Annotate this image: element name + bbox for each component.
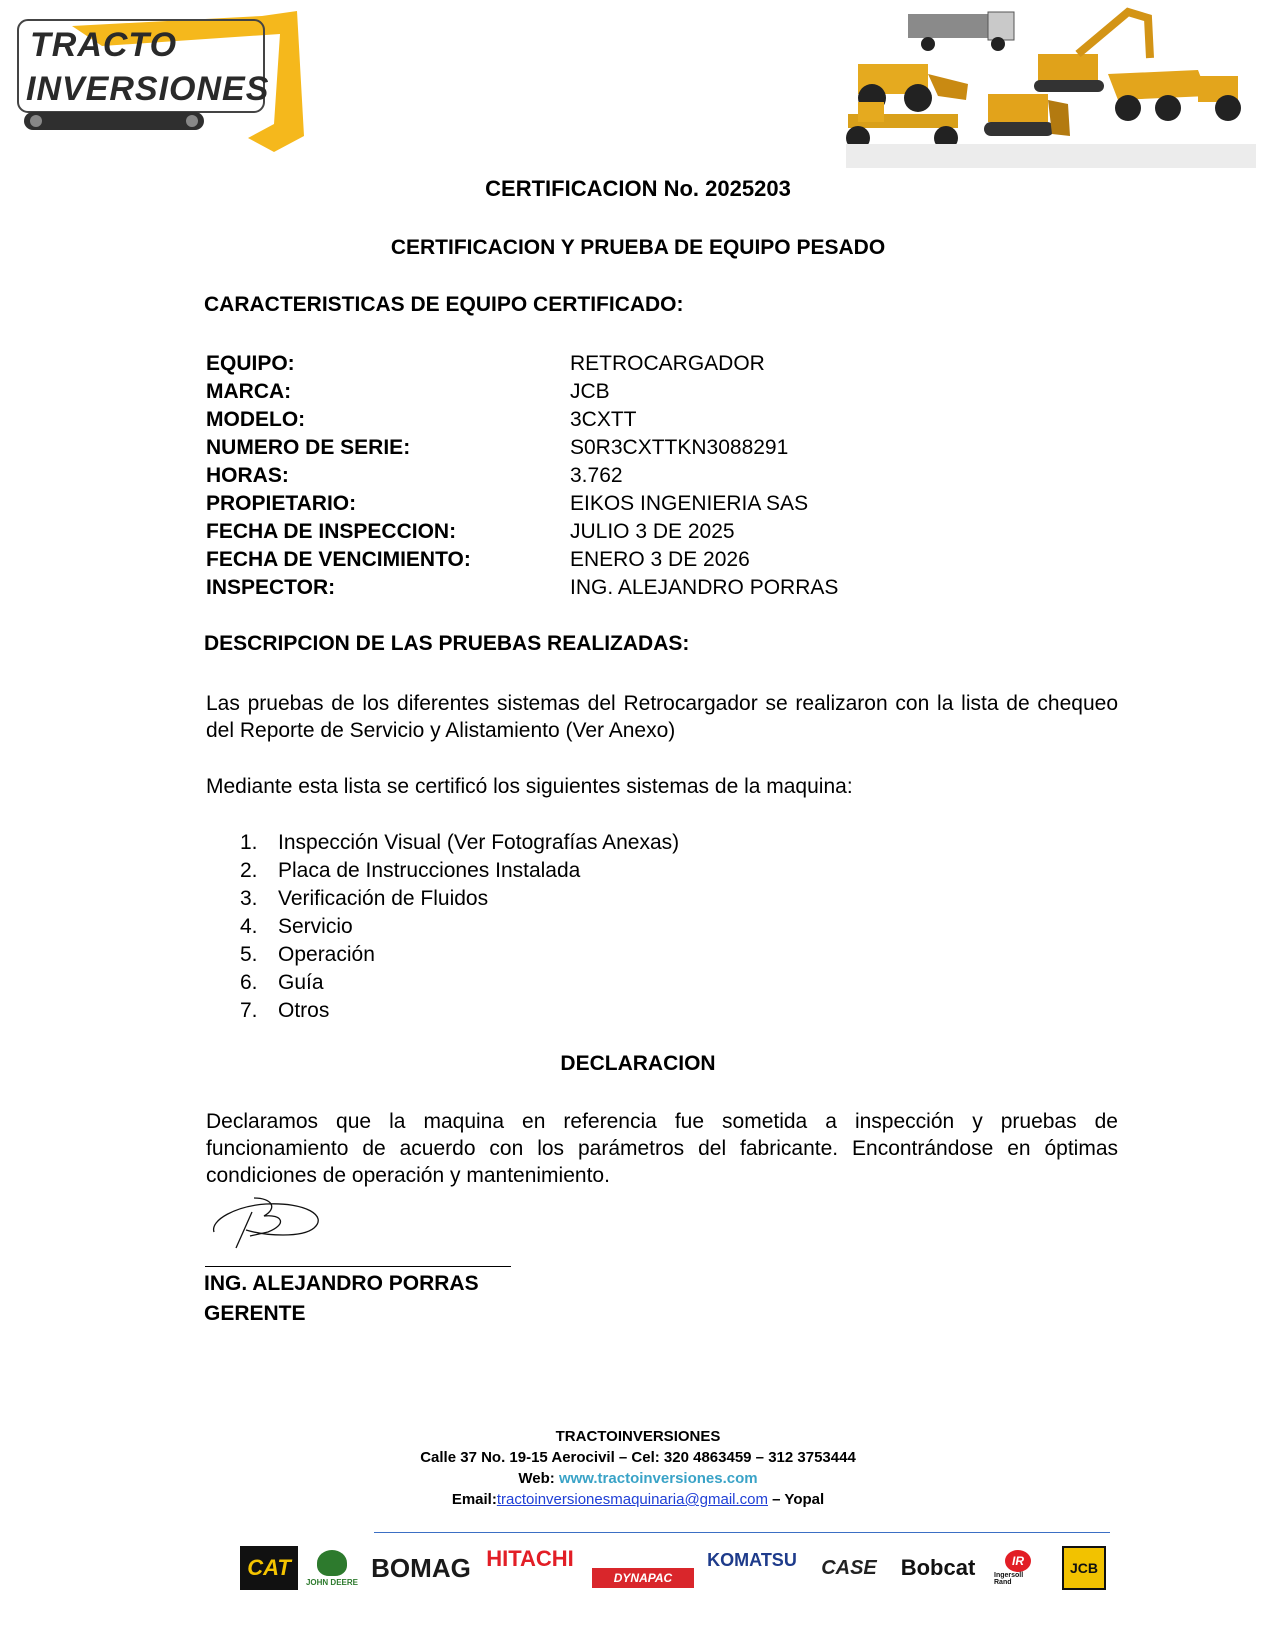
spec-row-fecha-vencimiento [206, 546, 906, 574]
footer-email [0, 1489, 1276, 1510]
equipment-specs-table [206, 350, 906, 602]
dynapac-logo: DYNAPAC [592, 1568, 694, 1588]
list-item-text: Placa de Instrucciones Instalada [278, 859, 581, 882]
logo-word-tracto: TRACTO [30, 26, 178, 64]
list-item [240, 913, 679, 941]
spec-value: ENERO 3 DE 2026 [570, 548, 750, 571]
footer-web [0, 1468, 1276, 1489]
footer-address: Calle 37 No. 19-15 Aerocivil – Cel: 320 4863459 – 312 3753444 [420, 1449, 856, 1466]
signature-line [205, 1266, 511, 1267]
logo-word-inversiones: INVERSIONES [26, 70, 270, 108]
certificate-subtitle: CERTIFICACION Y PRUEBA DE EQUIPO PESADO [390, 236, 886, 259]
list-item [240, 941, 679, 969]
footer-email-label: Email: [451, 1491, 497, 1508]
ingersoll-rand-logo [994, 1546, 1042, 1590]
website-link[interactable]: www.tractoinversiones.com [558, 1470, 758, 1487]
list-item [240, 885, 679, 913]
bomag-logo: BOMAG [371, 1552, 471, 1583]
komatsu-logo: KOMATSU [707, 1550, 797, 1570]
john-deere-label: JOHN DEERE [305, 1577, 358, 1587]
spec-value: ING. ALEJANDRO PORRAS [570, 576, 839, 599]
signer-name: ING. ALEJANDRO PORRAS [204, 1272, 479, 1295]
list-item-number: 7. [240, 999, 258, 1022]
spec-label: INSPECTOR: [206, 576, 336, 599]
spec-label: FECHA DE VENCIMIENTO: [206, 548, 471, 571]
spec-row-propietario [206, 490, 906, 518]
spec-row-inspector [206, 574, 906, 602]
case-logo: CASE [821, 1556, 877, 1579]
list-item-text: Otros [278, 999, 330, 1022]
footer-company: TRACTOINVERSIONES [555, 1428, 721, 1445]
signer-role: GERENTE [204, 1302, 306, 1325]
declaration-paragraph: Declaramos que la maquina en referencia fue sometida a inspección y pruebas de funcionamiento de acuerdo con los parámetros del fabricante. Encontrándose en óptimas condiciones de operación y mantenimiento. [206, 1110, 1118, 1187]
spec-label: NUMERO DE SERIE: [206, 436, 411, 459]
list-item-text: Servicio [278, 915, 353, 938]
spec-row-modelo [206, 406, 906, 434]
spec-value: EIKOS INGENIERIA SAS [570, 492, 809, 515]
spec-value: 3CXTT [570, 408, 637, 431]
footer-divider [374, 1532, 1110, 1533]
spec-label: HORAS: [206, 464, 289, 487]
list-item-text: Verificación de Fluidos [278, 887, 489, 910]
list-item [240, 969, 679, 997]
list-item-number: 1. [240, 831, 258, 854]
brand-logos-strip [240, 1546, 1110, 1594]
heavy-machinery-illustration [838, 4, 1258, 174]
deer-icon [317, 1550, 347, 1576]
jcb-logo: JCB [1062, 1546, 1106, 1590]
tests-description-paragraph: Las pruebas de los diferentes sistemas del Retrocargador se realizaron con la lista de chequeo del Reporte de Servicio y Alistamiento (Ver Anexo) [206, 692, 1118, 742]
spec-label: MODELO: [206, 408, 306, 431]
ir-icon: IR [1005, 1550, 1031, 1572]
footer-web-label: Web: [518, 1470, 559, 1487]
list-item-number: 4. [240, 915, 258, 938]
company-logo [12, 6, 312, 154]
hitachi-logo: HITACHI [486, 1546, 574, 1571]
bobcat-logo: Bobcat [900, 1555, 976, 1580]
list-item-text: Operación [278, 943, 375, 966]
spec-value: JCB [570, 380, 610, 403]
list-item [240, 857, 679, 885]
list-item [240, 997, 679, 1025]
list-item-text: Guía [278, 971, 324, 994]
certified-systems-list [240, 829, 679, 1025]
spec-row-equipo [206, 350, 906, 378]
email-link[interactable]: tractoinversionesmaquinaria@gmail.com [496, 1491, 769, 1508]
spec-value: 3.762 [570, 464, 623, 487]
handwritten-signature [206, 1192, 336, 1252]
spec-label: FECHA DE INSPECCION: [206, 520, 457, 543]
spec-row-marca [206, 378, 906, 406]
list-item-text: Inspección Visual (Ver Fotografías Anexas) [278, 831, 680, 854]
spec-label: MARCA: [206, 380, 292, 403]
declaration-title: DECLARACION [560, 1052, 716, 1075]
cat-logo: CAT [240, 1546, 298, 1590]
list-item-number: 5. [240, 943, 258, 966]
spec-row-horas [206, 462, 906, 490]
list-item-number: 2. [240, 859, 258, 882]
footer-city: – Yopal [768, 1491, 825, 1508]
spec-value: RETROCARGADOR [570, 352, 765, 375]
john-deere-logo [304, 1546, 360, 1590]
certificate-number-title: CERTIFICACION No. 2025203 [485, 176, 791, 201]
ingersoll-rand-label: Ingersoll Rand [994, 1572, 1024, 1586]
spec-value: JULIO 3 DE 2025 [570, 520, 735, 543]
spec-row-serie [206, 434, 906, 462]
spec-label: EQUIPO: [206, 352, 295, 375]
list-item-number: 6. [240, 971, 258, 994]
specs-section-title: CARACTERISTICAS DE EQUIPO CERTIFICADO: [204, 293, 684, 316]
list-item [240, 829, 679, 857]
spec-value: S0R3CXTTKN3088291 [570, 436, 789, 459]
list-item-number: 3. [240, 887, 258, 910]
spec-row-fecha-inspeccion [206, 518, 906, 546]
tests-section-title: DESCRIPCION DE LAS PRUEBAS REALIZADAS: [204, 632, 690, 655]
systems-intro-paragraph: Mediante esta lista se certificó los siguientes sistemas de la maquina: [206, 775, 853, 798]
spec-label: PROPIETARIO: [206, 492, 357, 515]
